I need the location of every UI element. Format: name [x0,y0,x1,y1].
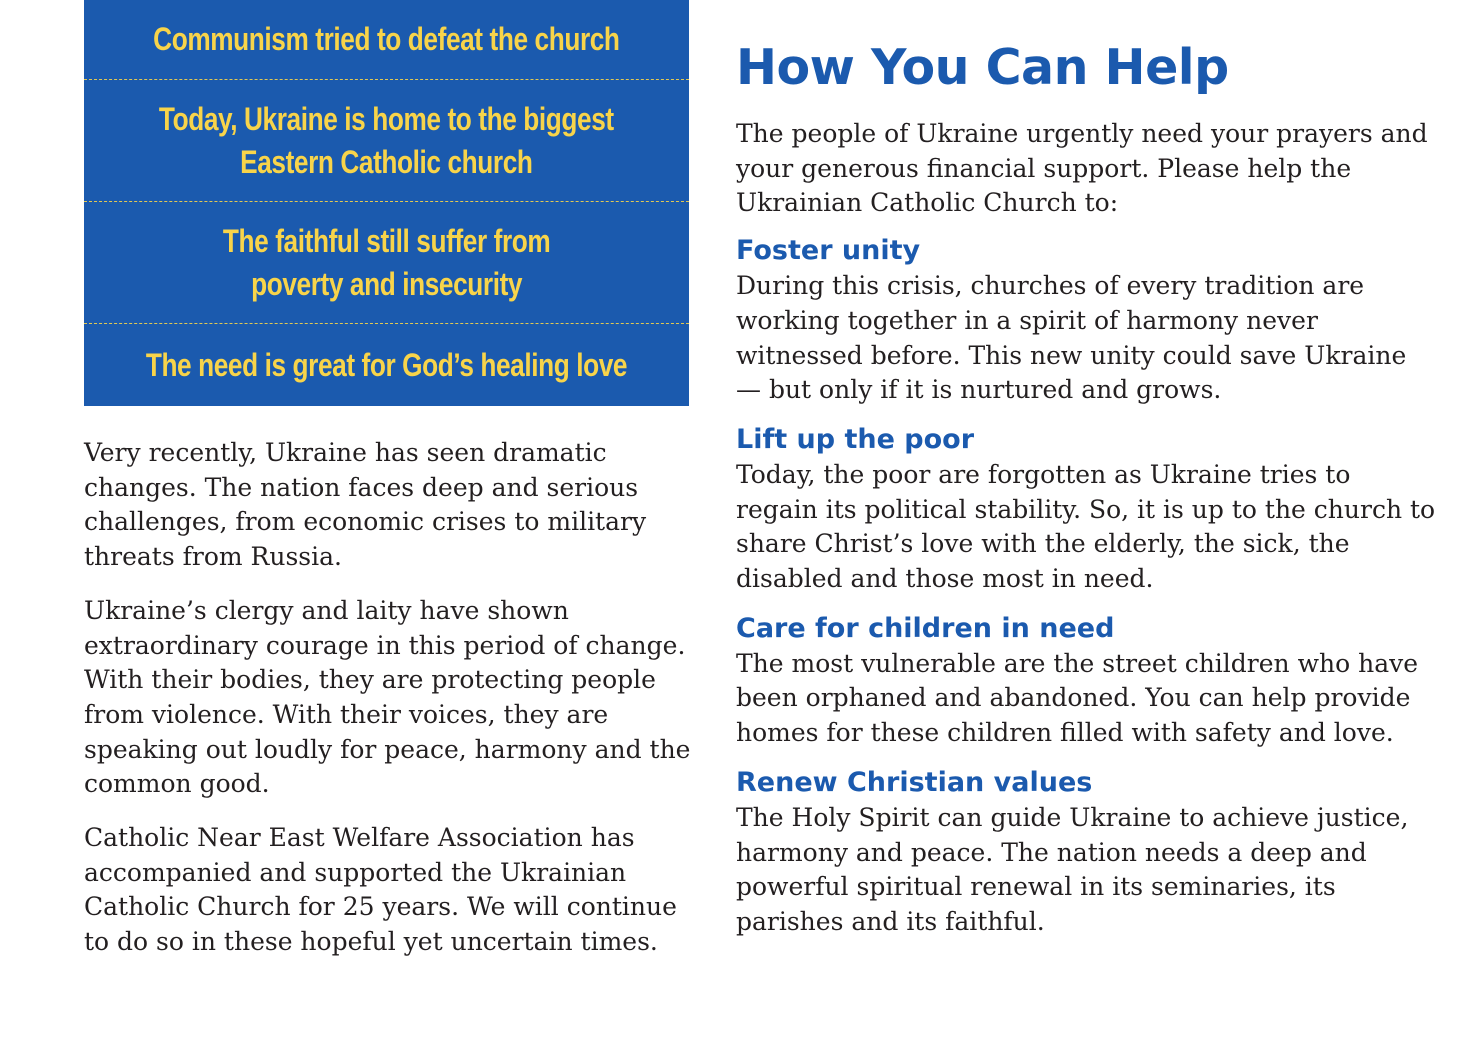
paragraph-recent-changes: Very recently, Ukraine has seen dramatic changes. The nation faces deep and serious challenges, from economic crises to military threats from Russia. [84,438,647,572]
section-care-children [736,611,1436,751]
paragraph-clergy-courage: Ukraine’s clergy and laity have shown extraordinary courage in this period of change. With their bodies, they are protecting people from violence. With their voices, they are speaking out loudly for peace, harmony and the common good. [84,595,691,799]
section-heading: Foster unity [736,235,921,267]
banner-line-poverty: The faithful still suffer from poverty and insecurity [222,222,551,302]
section-body: During this crisis, churches of every tradition are working together in a spirit of harmony never witnessed before. This new unity could save Ukraine — but only if it is nurtured and grows. [736,271,1407,405]
banner-line-biggest-church: Today, Ukraine is home to the biggest Eastern Catholic church [159,100,614,180]
section-heading: Renew Christian values [736,766,1093,798]
section-foster-unity [736,233,1436,408]
paragraph-cnewa-support: Catholic Near East Welfare Association has accompanied and supported the Ukrainian Catholic Church for 25 years. We will continue to do so in these hopeful yet uncertain times. [84,823,677,957]
banner-line-healing-love: The need is great for God’s healing love [145,346,628,383]
section-renew-values [736,765,1436,940]
intro-paragraph: The people of Ukraine urgently need your prayers and your generous financial support. Please help the Ukrainian Catholic Church to: [736,119,1428,218]
section-body: The Holy Spirit can guide Ukraine to achieve justice, harmony and peace. The nation needs a deep and powerful spiritual renewal in its seminaries, its parishes and its faithful. [736,802,1409,936]
highlights-banner [84,0,689,406]
section-body: The most vulnerable are the street children who have been orphaned and abandoned. You can help provide homes for these children filled with safety and love. [736,648,1419,748]
right-column [736,38,1436,954]
page-title: How You Can Help [736,39,1229,96]
section-body: Today, the poor are forgotten as Ukraine tries to regain its political stability. So, it is up to the church to share Christ’s love with the elderly, the sick, the disabled and those most in need. [736,459,1436,594]
banner-line-communism: Communism tried to defeat the church [153,21,620,57]
section-lift-up-poor [736,422,1436,597]
section-heading: Lift up the poor [736,423,975,455]
left-column-body [84,436,694,979]
section-heading: Care for children in need [736,612,1115,644]
